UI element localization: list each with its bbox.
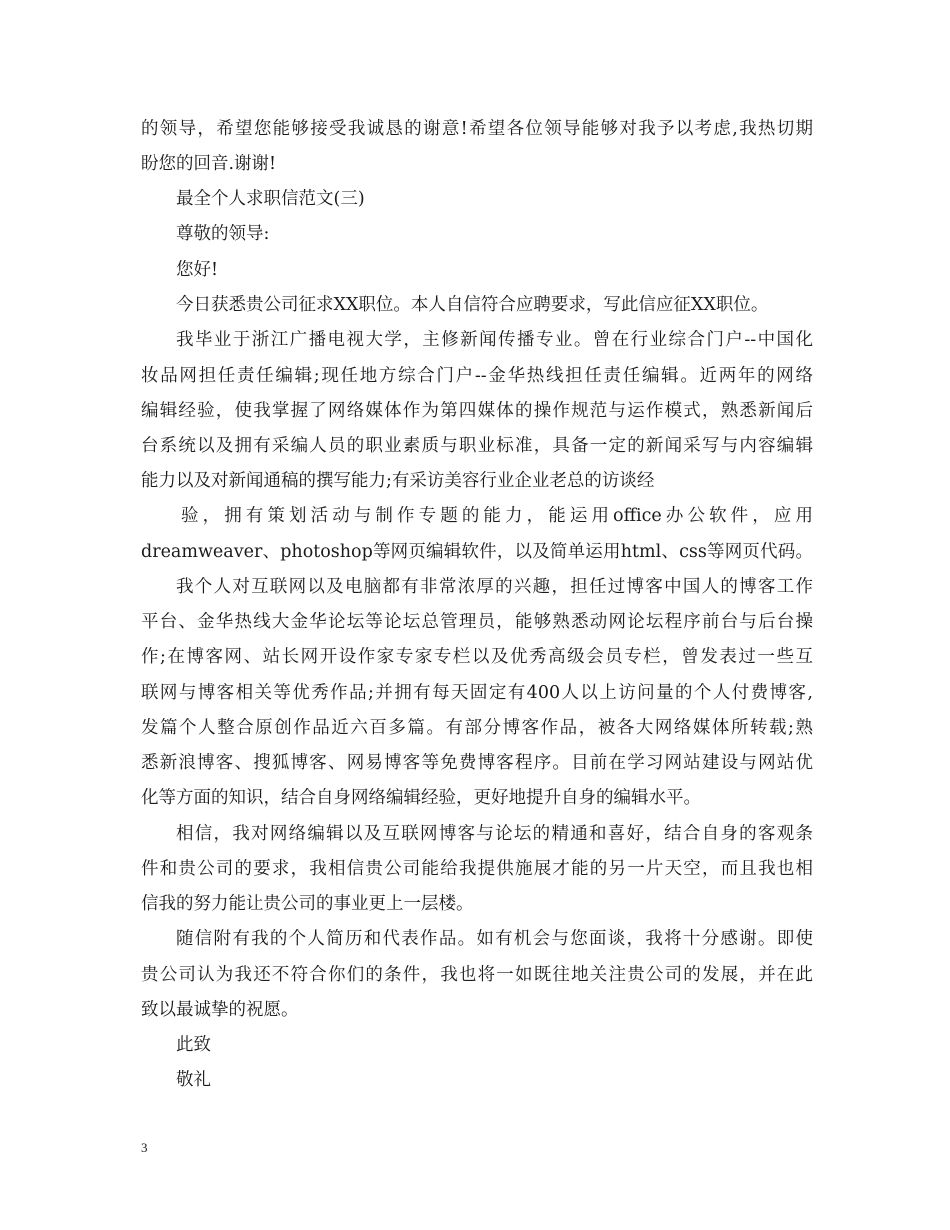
text-line: 随信附有我的个人简历和代表作品。如有机会与您面谈，我将十分感谢。即使 — [176, 929, 813, 949]
text-line: 今日获悉贵公司征求XX职位。本人自信符合应聘要求，写此信应征XX职位。 — [176, 295, 769, 315]
text-line: 贵公司认为我还不符合你们的条件，我也将一如既往地关注贵公司的发展，并在此 — [141, 965, 813, 985]
text-line: 致以最诚挚的祝愿。 — [141, 1000, 299, 1020]
text-line: 相信，我对网络编辑以及互联网博客与论坛的精通和喜好，结合自身的客观条 — [176, 824, 813, 844]
text-line: 能力以及对新闻通稿的撰写能力;有采访美容行业企业老总的访谈经 — [141, 471, 655, 491]
text-line: dreamweaver、photoshop等网页编辑软件，以及简单运用html、css等网页代码。 — [141, 542, 813, 562]
text-line: 我毕业于浙江广播电视大学，主修新闻传播专业。曾在行业综合门户--中国化 — [176, 330, 813, 350]
text-line: 我个人对互联网以及电脑都有非常浓厚的兴趣，担任过博客中国人的博客工作 — [176, 577, 813, 597]
closing-regards: 敬礼 — [176, 1070, 211, 1090]
salutation: 尊敬的领导: — [176, 224, 270, 244]
text-line: 盼您的回音.谢谢! — [141, 154, 277, 174]
text-line: 悉新浪博客、搜狐博客、网易博客等免费博客程序。目前在学习网站建设与网站优 — [141, 753, 813, 773]
closing: 此致 — [176, 1035, 211, 1055]
text-line: 信我的努力能让贵公司的事业更上一层楼。 — [141, 894, 474, 914]
text-line: 化等方面的知识，结合自身网络编辑经验，更好地提升自身的编辑水平。 — [141, 788, 701, 808]
text-line: 发篇个人整合原创作品近六百多篇。有部分博客作品，被各大网络媒体所转载;熟 — [141, 718, 813, 738]
page-number: 3 — [141, 1140, 148, 1155]
text-line: 平台、金华热线大金华论坛等论坛总管理员，能够熟悉动网论坛程序前台与后台操 — [141, 612, 813, 632]
text-line: 编辑经验，使我掌握了网络媒体作为第四媒体的操作规范与运作模式，熟悉新闻后 — [141, 401, 813, 421]
text-line: 件和贵公司的要求，我相信贵公司能给我提供施展才能的另一片天空，而且我也相 — [141, 859, 813, 879]
text-line: 的领导，希望您能够接受我诚恳的谢意!希望各位领导能够对我予以考虑,我热切期 — [141, 119, 813, 139]
greeting: 您好! — [176, 260, 219, 280]
section-heading: 最全个人求职信范文(三) — [176, 189, 365, 209]
text-line: 作;在博客网、站长网开设作家专家专栏以及优秀高级会员专栏，曾发表过一些互 — [141, 647, 813, 667]
text-line: 验，拥有策划活动与制作专题的能力，能运用office办公软件，应用 — [181, 506, 813, 526]
text-line: 台系统以及拥有采编人员的职业素质与职业标准，具备一定的新闻采写与内容编辑 — [141, 436, 813, 456]
text-line: 妆品网担任责任编辑;现任地方综合门户--金华热线担任责任编辑。近两年的网络 — [141, 366, 813, 386]
text-line: 联网与博客相关等优秀作品;并拥有每天固定有400人以上访问量的个人付费博客, — [141, 683, 813, 703]
